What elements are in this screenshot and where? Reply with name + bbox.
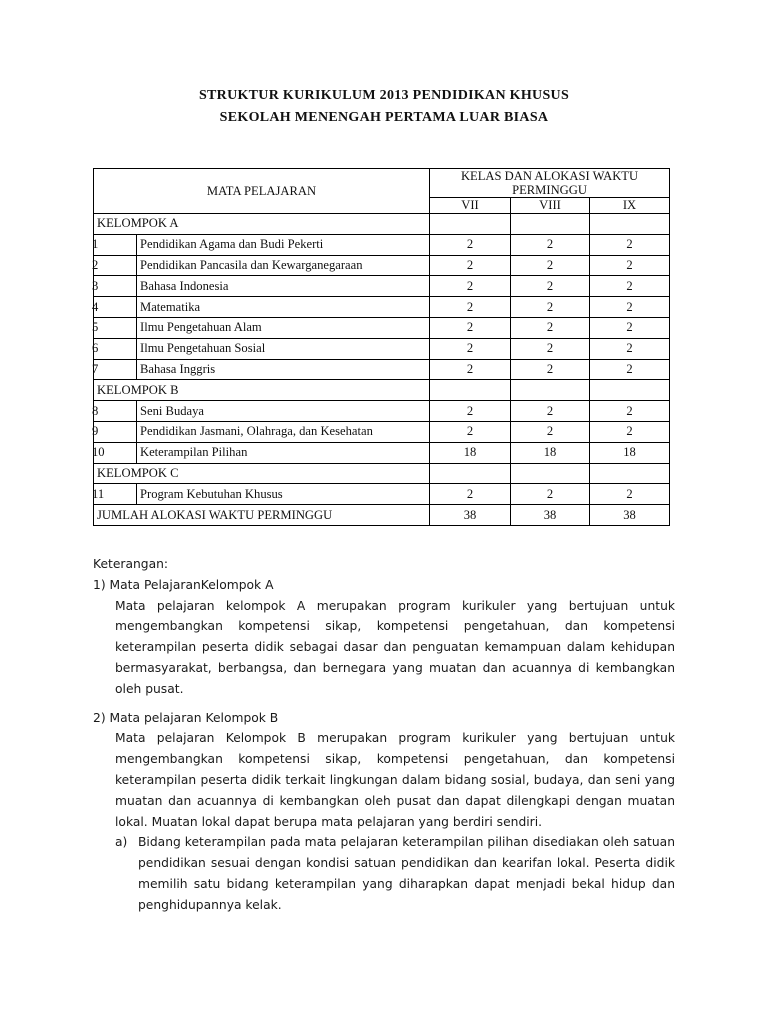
curriculum-table bbox=[93, 168, 670, 526]
row-number: 6 bbox=[94, 338, 137, 359]
hours-vii: 2 bbox=[430, 297, 511, 318]
hours-viii: 2 bbox=[511, 297, 590, 318]
hours-viii: 2 bbox=[511, 317, 590, 338]
row-number: 3 bbox=[94, 276, 137, 297]
row-number: 5 bbox=[94, 317, 137, 338]
table-row bbox=[94, 401, 670, 422]
header-class-viii: VIII bbox=[511, 198, 590, 214]
row-number: 8 bbox=[94, 401, 137, 422]
hours-vii: 2 bbox=[430, 338, 511, 359]
table-row bbox=[94, 297, 670, 318]
subject-name: Seni Budaya bbox=[137, 401, 430, 422]
subject-name: Pendidikan Jasmani, Olahraga, dan Kesehatan bbox=[137, 421, 430, 442]
hours-vii: 2 bbox=[430, 234, 511, 255]
hours-ix: 2 bbox=[590, 297, 670, 318]
hours-ix: 2 bbox=[590, 255, 670, 276]
group-c-label: KELOMPOK C bbox=[94, 463, 430, 484]
hours-ix: 2 bbox=[590, 317, 670, 338]
sub-a-text: Bidang keterampilan pada mata pelajaran keterampilan pilihan disediakan oleh satuan pendidikan sesuai dengan kondisi satuan pendidikan dan kearifan lokal. Peserta didik memilih satu bidang keterampilan yang diharapkan dapat menjadi bekal hidup dan penghidupannya kelak. bbox=[138, 835, 675, 912]
total-vii: 38 bbox=[430, 505, 511, 526]
table-row bbox=[94, 442, 670, 463]
table-row bbox=[94, 484, 670, 505]
subject-name: Matematika bbox=[137, 297, 430, 318]
sub-a-marker: a) bbox=[115, 835, 128, 850]
note-1-body: Mata pelajaran kelompok A merupakan program kurikuler yang bertujuan untuk mengembangkan kompetensi sikap, kompetensi pengetahuan, dan kompetensi keterampilan peserta didik sebagai dasar dan penguatan kemampuan dalam kehidupan bermasyarakat, berbangsa, dan bernegara yang muatan dan acuannya di kembangkan oleh pusat. bbox=[115, 598, 675, 696]
header-kelas-line-1: KELAS DAN ALOKASI WAKTU bbox=[460, 169, 639, 183]
hours-ix: 2 bbox=[590, 421, 670, 442]
row-number: 1 bbox=[94, 234, 137, 255]
hours-viii: 18 bbox=[511, 442, 590, 463]
total-viii: 38 bbox=[511, 505, 590, 526]
group-a-label: KELOMPOK A bbox=[94, 214, 430, 235]
hours-ix: 2 bbox=[590, 234, 670, 255]
group-row bbox=[94, 214, 670, 235]
hours-viii: 2 bbox=[511, 421, 590, 442]
table-row bbox=[94, 255, 670, 276]
row-number: 10 bbox=[94, 442, 137, 463]
document-title-line-1: STRUKTUR KURIKULUM 2013 PENDIDIKAN KHUSUS bbox=[198, 88, 570, 103]
subject-name: Program Kebutuhan Khusus bbox=[137, 484, 430, 505]
table-row bbox=[94, 421, 670, 442]
note-1-title: 1) Mata PelajaranKelompok A bbox=[93, 577, 274, 592]
hours-viii: 2 bbox=[511, 359, 590, 380]
hours-viii: 2 bbox=[511, 255, 590, 276]
hours-vii: 2 bbox=[430, 255, 511, 276]
header-kelas-alokasi bbox=[430, 169, 670, 198]
subject-name: Pendidikan Pancasila dan Kewarganegaraan bbox=[137, 255, 430, 276]
subject-name: Ilmu Pengetahuan Alam bbox=[137, 317, 430, 338]
hours-viii: 2 bbox=[511, 401, 590, 422]
group-b-label: KELOMPOK B bbox=[94, 380, 430, 401]
table-row bbox=[94, 338, 670, 359]
hours-viii: 2 bbox=[511, 338, 590, 359]
row-number: 9 bbox=[94, 421, 137, 442]
subject-name: Pendidikan Agama dan Budi Pekerti bbox=[137, 234, 430, 255]
subject-name: Bahasa Indonesia bbox=[137, 276, 430, 297]
hours-viii: 2 bbox=[511, 234, 590, 255]
subject-name: Ilmu Pengetahuan Sosial bbox=[137, 338, 430, 359]
total-ix: 38 bbox=[590, 505, 670, 526]
table-row bbox=[94, 317, 670, 338]
subject-name: Bahasa Inggris bbox=[137, 359, 430, 380]
hours-vii: 2 bbox=[430, 359, 511, 380]
row-number: 2 bbox=[94, 255, 137, 276]
hours-vii: 2 bbox=[430, 421, 511, 442]
hours-ix: 2 bbox=[590, 484, 670, 505]
table-row bbox=[94, 276, 670, 297]
hours-vii: 2 bbox=[430, 317, 511, 338]
header-class-ix: IX bbox=[590, 198, 670, 214]
table-row bbox=[94, 359, 670, 380]
hours-vii: 2 bbox=[430, 401, 511, 422]
total-row bbox=[94, 505, 670, 526]
row-number: 11 bbox=[94, 484, 137, 505]
notes-heading: Keterangan: bbox=[93, 557, 169, 571]
header-class-vii: VII bbox=[430, 198, 511, 214]
header-mata-pelajaran: MATA PELAJARAN bbox=[94, 169, 430, 214]
header-kelas-line-2: PERMINGGU bbox=[512, 183, 587, 197]
document-title-line-2: SEKOLAH MENENGAH PERTAMA LUAR BIASA bbox=[219, 110, 549, 125]
hours-ix: 2 bbox=[590, 359, 670, 380]
table-row bbox=[94, 234, 670, 255]
hours-ix: 2 bbox=[590, 276, 670, 297]
hours-viii: 2 bbox=[511, 484, 590, 505]
note-2-sub-a bbox=[115, 832, 675, 915]
total-label: JUMLAH ALOKASI WAKTU PERMINGGU bbox=[94, 505, 430, 526]
row-number: 4 bbox=[94, 297, 137, 318]
note-2-body: Mata pelajaran Kelompok B merupakan program kurikuler yang bertujuan untuk mengembangkan kompetensi sikap, kompetensi pengetahuan, dan kompetensi keterampilan peserta didik terkait lingkungan dalam bidang sosial, budaya, dan seni yang muatan dan acuannya di kembangkan oleh pusat dan dapat dilengkapi dengan muatan lokal. Muatan lokal dapat berupa mata pelajaran yang berdiri sendiri. bbox=[115, 731, 675, 829]
hours-ix: 2 bbox=[590, 401, 670, 422]
note-2-title: 2) Mata pelajaran Kelompok B bbox=[93, 710, 279, 725]
hours-vii: 2 bbox=[430, 484, 511, 505]
group-row bbox=[94, 380, 670, 401]
hours-viii: 2 bbox=[511, 276, 590, 297]
subject-name: Keterampilan Pilihan bbox=[137, 442, 430, 463]
hours-vii: 18 bbox=[430, 442, 511, 463]
group-row bbox=[94, 463, 670, 484]
hours-ix: 18 bbox=[590, 442, 670, 463]
hours-vii: 2 bbox=[430, 276, 511, 297]
row-number: 7 bbox=[94, 359, 137, 380]
hours-ix: 2 bbox=[590, 338, 670, 359]
notes-section bbox=[93, 554, 675, 916]
